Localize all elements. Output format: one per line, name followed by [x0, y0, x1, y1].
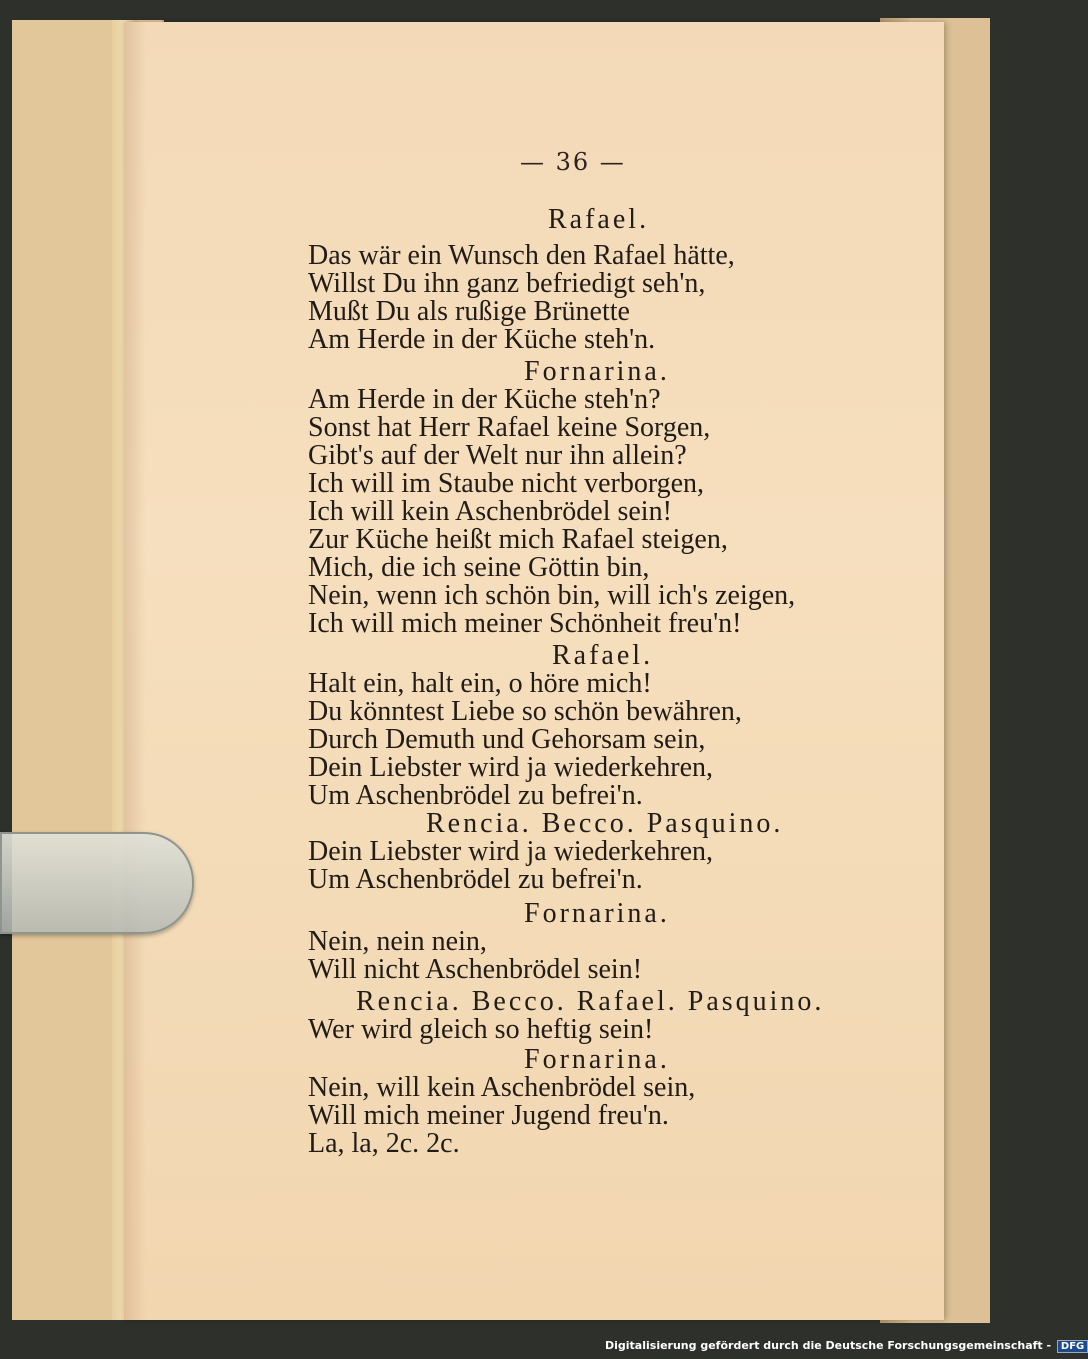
speaker-label: Rafael.	[552, 640, 654, 671]
speaker-label: Rencia. Becco. Rafael. Pasquino.	[356, 986, 825, 1017]
speaker-label: Fornarina.	[524, 898, 670, 929]
verse-line: Gibt's auf der Welt nur ihn allein?	[308, 440, 687, 471]
verse-line: Am Herde in der Küche steh'n.	[308, 324, 656, 355]
verse-line: Wer wird gleich so heftig sein!	[308, 1014, 654, 1045]
digitization-credit	[605, 1339, 1088, 1353]
verse-line: Durch Demuth und Gehorsam sein,	[308, 724, 706, 755]
verse-line: Ich will im Staube nicht verborgen,	[308, 468, 705, 499]
verse-line: Halt ein, halt ein, o höre mich!	[308, 668, 652, 699]
page-clamp	[0, 832, 194, 934]
verse-line: Um Aschenbrödel zu befrei'n.	[308, 864, 643, 895]
speaker-label: Rafael.	[548, 204, 650, 235]
verse-line: Nein, will kein Aschenbrödel sein,	[308, 1072, 696, 1103]
verse-line: Um Aschenbrödel zu befrei'n.	[308, 780, 643, 811]
dfg-logo-icon: DFG	[1057, 1340, 1088, 1353]
verse-line: Mußt Du als rußige Brünette	[308, 296, 630, 327]
verse-line: Nein, wenn ich schön bin, will ich's zeigen,	[308, 580, 796, 611]
credit-text: Digitalisierung gefördert durch die Deutsche Forschungsgemeinschaft -	[605, 1339, 1052, 1352]
verse-line: Zur Küche heißt mich Rafael steigen,	[308, 524, 728, 555]
verse-line: Dein Liebster wird ja wiederkehren,	[308, 752, 714, 783]
verse-line: La, la, 2c. 2c.	[308, 1128, 460, 1159]
verse-line: Du könntest Liebe so schön bewähren,	[308, 696, 742, 727]
verse-line: Will mich meiner Jugend freu'n.	[308, 1100, 669, 1131]
verse-line: Willst Du ihn ganz befriedigt seh'n,	[308, 268, 706, 299]
verse-line: Dein Liebster wird ja wiederkehren,	[308, 836, 714, 867]
verse-line: Am Herde in der Küche steh'n?	[308, 384, 661, 415]
page-number: — 36 —	[520, 148, 626, 176]
verse-line: Mich, die ich seine Göttin bin,	[308, 552, 650, 583]
verse-line: Ich will kein Aschenbrödel sein!	[308, 496, 672, 527]
verse-line: Das wär ein Wunsch den Rafael hätte,	[308, 240, 735, 271]
verse-line: Ich will mich meiner Schönheit freu'n!	[308, 608, 742, 639]
verse-line: Sonst hat Herr Rafael keine Sorgen,	[308, 412, 711, 443]
speaker-label: Fornarina.	[524, 1044, 670, 1075]
speaker-label: Fornarina.	[524, 356, 670, 387]
speaker-label: Rencia. Becco. Pasquino.	[426, 808, 784, 839]
verse-line: Nein, nein nein,	[308, 926, 487, 957]
verse-line: Will nicht Aschenbrödel sein!	[308, 954, 643, 985]
